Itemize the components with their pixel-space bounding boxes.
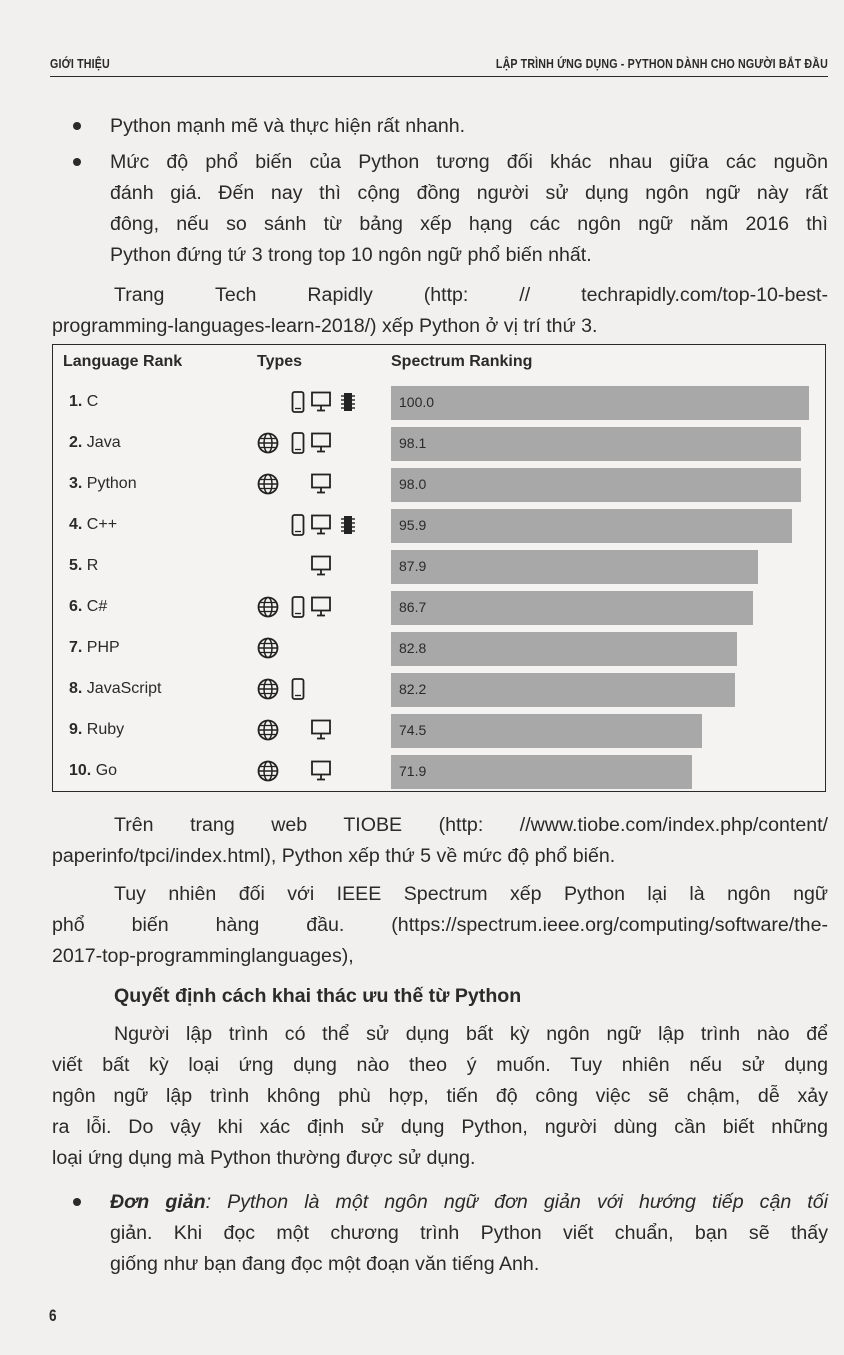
paragraph-line: viết bất kỳ loại ứng dụng nào theo ý muốn. Tuy nhiên nếu sử dụng [52, 1054, 828, 1076]
bullet-dot [73, 158, 81, 166]
rank-number: 1. [69, 393, 83, 410]
rank-number: 8. [69, 680, 83, 697]
language-name: JavaScript [82, 680, 162, 697]
paragraph-line: Trang Tech Rapidly (http: // techrapidly.com/top-10-best- [114, 284, 828, 306]
desktop-icon [311, 514, 331, 541]
ranking-value: 86.7 [399, 599, 427, 615]
language-name: PHP [82, 639, 120, 656]
ranking-bar [391, 468, 801, 502]
chip-icon [341, 391, 355, 418]
web-icon [257, 678, 279, 705]
ranking-bar [391, 550, 758, 584]
paragraph-line: ra lỗi. Do vậy khi xác định sử dụng Python, người dùng cần biết những [52, 1116, 828, 1138]
bullet-text: đông, nếu so sánh từ bảng xếp hạng các ngôn ngữ năm 2016 thì [110, 213, 828, 235]
language-rank-label [69, 475, 137, 493]
web-icon [257, 637, 279, 664]
page-number: 6 [48, 1306, 57, 1325]
language-rank-label [69, 434, 121, 452]
language-name: Ruby [82, 721, 125, 738]
language-rank-label [69, 393, 98, 411]
desktop-icon [311, 432, 331, 459]
bullet-text: Python mạnh mẽ và thực hiện rất nhanh. [110, 115, 466, 137]
web-icon [257, 473, 279, 500]
language-rank-label [69, 762, 117, 780]
platform-types [257, 473, 347, 497]
ranking-bar [391, 427, 801, 461]
ranking-value: 98.0 [399, 476, 427, 492]
bullet-text: đánh giá. Đến nay thì cộng đồng người sử dụng ngôn ngữ này rất [110, 182, 828, 204]
desktop-icon [311, 719, 331, 746]
language-name: C [82, 393, 99, 410]
paragraph-line: loại ứng dụng mà Python thường được sử dụng. [52, 1147, 476, 1169]
web-icon [257, 596, 279, 623]
platform-types [257, 637, 347, 661]
bullet-dot [73, 122, 81, 130]
ranking-bar [391, 386, 809, 420]
ranking-value: 82.8 [399, 640, 427, 656]
paragraph-line: programming-languages-learn-2018/) xếp Python ở vị trí thứ 3. [52, 315, 598, 337]
bullet-text: Python đứng tứ 3 trong top 10 ngôn ngữ phổ biến nhất. [110, 244, 592, 266]
rank-number: 6. [69, 598, 83, 615]
language-name: C++ [82, 516, 118, 533]
table-row [53, 629, 825, 670]
bullet-term: Đơn giản [110, 1191, 206, 1213]
ranking-bar [391, 591, 753, 625]
spectrum-ranking-table [52, 344, 826, 792]
column-header-rank: Language Rank [63, 353, 183, 370]
platform-types [257, 391, 347, 415]
rank-number: 5. [69, 557, 83, 574]
mobile-icon [291, 514, 305, 541]
language-rank-label [69, 721, 124, 739]
ranking-value: 98.1 [399, 435, 427, 451]
language-name: Python [82, 475, 137, 492]
ranking-value: 100.0 [399, 394, 435, 410]
desktop-icon [311, 596, 331, 623]
mobile-icon [291, 391, 305, 418]
table-row [53, 588, 825, 629]
ranking-value: 95.9 [399, 517, 427, 533]
platform-types [257, 555, 347, 579]
mobile-icon [291, 596, 305, 623]
table-row [53, 752, 825, 793]
bullet-text [110, 1187, 828, 1217]
bullet-text: giản. Khi đọc một chương trình Python viết chuẩn, bạn sẽ thấy [110, 1222, 828, 1244]
ranking-value: 71.9 [399, 763, 427, 779]
table-row [53, 465, 825, 506]
table-row [53, 506, 825, 547]
language-name: C# [82, 598, 108, 615]
rank-number: 10. [69, 762, 92, 779]
table-row [53, 670, 825, 711]
ranking-bar [391, 673, 735, 707]
bullet-text: Mức độ phổ biến của Python tương đối khác nhau giữa các nguồn [110, 151, 828, 173]
rank-number: 9. [69, 721, 83, 738]
language-rank-label [69, 516, 117, 534]
chip-icon [341, 514, 355, 541]
table-row [53, 383, 825, 424]
table-row [53, 711, 825, 752]
language-rank-label [69, 680, 161, 698]
ranking-bar [391, 509, 792, 543]
paragraph-line: 2017-top-programminglanguages), [52, 945, 354, 967]
platform-types [257, 678, 347, 702]
rank-number: 3. [69, 475, 83, 492]
bullet-text: giống như bạn đang đọc một đoạn văn tiếng Anh. [110, 1253, 540, 1275]
platform-types [257, 432, 347, 456]
table-row [53, 424, 825, 465]
paragraph-line: Trên trang web TIOBE (http: //www.tiobe.com/index.php/content/ [114, 814, 828, 836]
bullet-dot [73, 1198, 81, 1206]
language-name: Go [91, 762, 118, 779]
section-heading: Quyết định cách khai thác ưu thế từ Python [114, 985, 522, 1007]
rank-number: 2. [69, 434, 83, 451]
paragraph-line: phổ biến hàng đầu. (https://spectrum.ieee.org/computing/software/the- [52, 914, 828, 936]
bullet-term-rest: : Python là một ngôn ngữ đơn giản với hướng tiếp cận tối [205, 1191, 829, 1213]
paragraph-line: ngôn ngữ lập trình không phù hợp, tiến độ công việc sẽ chậm, dễ xảy [52, 1085, 828, 1107]
language-rank-label [69, 557, 98, 575]
language-rank-label [69, 639, 120, 657]
paragraph-line: paperinfo/tpci/index.html), Python xếp thứ 5 về mức độ phổ biến. [52, 845, 616, 867]
mobile-icon [291, 678, 305, 705]
paragraph-line: Tuy nhiên đối với IEEE Spectrum xếp Python lại là ngôn ngữ [114, 883, 828, 905]
column-header-types: Types [257, 353, 303, 370]
column-header-spectrum: Spectrum Ranking [391, 353, 533, 370]
language-rank-label [69, 598, 107, 616]
table-row [53, 547, 825, 588]
language-name: R [82, 557, 99, 574]
paragraph-line: Người lập trình có thể sử dụng bất kỳ ngôn ngữ lập trình nào để [114, 1023, 828, 1045]
desktop-icon [311, 391, 331, 418]
ranking-bar [391, 714, 702, 748]
ranking-bar [391, 632, 737, 666]
web-icon [257, 432, 279, 459]
ranking-value: 82.2 [399, 681, 427, 697]
web-icon [257, 719, 279, 746]
running-header [50, 50, 828, 77]
language-name: Java [82, 434, 121, 451]
ranking-value: 74.5 [399, 722, 427, 738]
ranking-value: 87.9 [399, 558, 427, 574]
rank-number: 7. [69, 639, 83, 656]
header-section-title: GIỚI THIỆU [50, 56, 110, 71]
platform-types [257, 514, 347, 538]
desktop-icon [311, 473, 331, 500]
header-book-title: LẬP TRÌNH ỨNG DỤNG - PYTHON DÀNH CHO NGƯỜI BẮT ĐẦU [495, 56, 828, 71]
web-icon [257, 760, 279, 787]
desktop-icon [311, 555, 331, 582]
platform-types [257, 596, 347, 620]
platform-types [257, 719, 347, 743]
mobile-icon [291, 432, 305, 459]
desktop-icon [311, 760, 331, 787]
rank-number: 4. [69, 516, 83, 533]
ranking-bar [391, 755, 692, 789]
platform-types [257, 760, 347, 784]
